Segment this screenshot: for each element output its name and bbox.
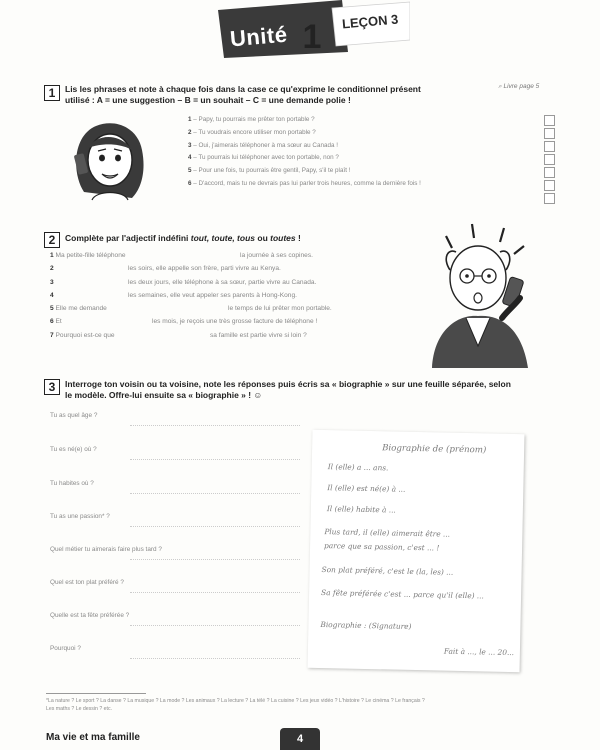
card-line: Son plat préféré, c'est le (la, les) ... bbox=[321, 565, 454, 577]
exercise-number: 1 bbox=[44, 85, 60, 101]
answer-checkbox[interactable] bbox=[544, 128, 555, 139]
instruction-line: Lis les phrases et note à chaque fois dans la case ce qu'exprime le conditionnel présent bbox=[65, 84, 421, 94]
sentence-row: 6 – D'accord, mais tu ne devrais pas lui parler trois heures, comme la dernière fois ! bbox=[188, 179, 421, 187]
footnote-divider bbox=[46, 693, 146, 694]
exercise-1-sentences bbox=[188, 114, 528, 191]
exercise-2-lines bbox=[50, 249, 390, 342]
interview-question: Tu habites où ? bbox=[50, 480, 94, 487]
book-title: Ma vie et ma famille bbox=[46, 732, 140, 743]
exercise-3-number-box bbox=[44, 378, 60, 396]
unite-number: 1 bbox=[302, 18, 322, 56]
interview-question: Tu es né(e) où ? bbox=[50, 446, 97, 453]
fill-blank-line: 4 les semaines, elle veut appeler ses parents à Hong-Kong. bbox=[50, 291, 297, 299]
exercise-number: 3 bbox=[44, 379, 60, 395]
answer-line[interactable] bbox=[130, 658, 300, 659]
interview-question: Tu as une passion* ? bbox=[50, 513, 110, 520]
exercise-1-number-box bbox=[44, 84, 60, 102]
grandpa-with-phone-illustration bbox=[412, 218, 552, 368]
livre-reference bbox=[498, 83, 539, 91]
interview-question: Quel est ton plat préféré ? bbox=[50, 579, 124, 586]
answer-checkbox[interactable] bbox=[544, 141, 555, 152]
fill-blank-line: 3 les deux jours, elle téléphone à sa sœur, partie vivre au Canada. bbox=[50, 278, 317, 286]
interview-question: Pourquoi ? bbox=[50, 645, 81, 652]
card-line: Fait à ..., le ... 20... bbox=[443, 646, 515, 658]
exercise-number: 2 bbox=[44, 232, 60, 248]
fill-blank-line: 6 Et les mois, je reçois une très grosse facture de téléphone ! bbox=[50, 318, 318, 326]
answer-checkbox[interactable] bbox=[544, 193, 555, 204]
card-line: Biographie : (Signature) bbox=[320, 620, 412, 631]
unite-label: Unité bbox=[228, 21, 289, 52]
interview-question: Quelle est ta fête préférée ? bbox=[50, 612, 130, 619]
lecon-label: LEÇON 3 bbox=[341, 11, 399, 32]
card-line: Sa fête préférée c'est ... parce qu'il (elle) ... bbox=[321, 588, 484, 601]
fill-blank-line: 1 Ma petite-fille téléphone la journée à ses copines. bbox=[50, 252, 313, 259]
exercise-3-instruction bbox=[65, 379, 565, 401]
footnote bbox=[46, 697, 566, 713]
sentence-row: 5 – Pour une fois, tu pourrais être gentil, Papy, s'il te plaît ! bbox=[188, 167, 351, 175]
card-title: Biographie de (prénom) bbox=[382, 443, 487, 456]
livre-ref-label: Livre page 5 bbox=[503, 83, 540, 90]
answer-line[interactable] bbox=[130, 559, 300, 560]
footnote-line: *La nature ? Le sport ? La danse ? La musique ? La mode ? Les animaux ? La lecture ? La télé ? La cuisine ? Les jeux vidéo ? L'histoire ? Le cinéma ? Le français ? bbox=[46, 698, 425, 704]
girl-on-phone-illustration bbox=[62, 114, 158, 206]
footnote-line: Les maths ? Le dessin ? etc. bbox=[46, 706, 113, 712]
page-number-tab bbox=[280, 728, 320, 750]
interview-question: Tu as quel âge ? bbox=[50, 412, 98, 419]
exercise-2-number-box bbox=[44, 231, 60, 249]
interview-question: Quel métier tu aimerais faire plus tard ? bbox=[50, 546, 162, 553]
answer-checkbox[interactable] bbox=[544, 180, 555, 191]
card-line: Il (elle) habite à ... bbox=[326, 504, 396, 515]
card-line: Il (elle) est né(e) à ... bbox=[327, 483, 406, 494]
sentence-row: 3 – Oui, j'aimerais téléphoner à ma sœur au Canada ! bbox=[188, 141, 338, 149]
answer-line[interactable] bbox=[130, 625, 300, 626]
fill-blank-line: 5 Elle me demande le temps de lui prêter mon portable. bbox=[50, 305, 332, 313]
sentence-row: 2 – Tu voudrais encore utiliser mon portable ? bbox=[188, 128, 316, 136]
answer-line[interactable] bbox=[130, 493, 300, 494]
instruction-line: utilisé : A = une suggestion – B = un souhait – C = une demande polie ! bbox=[65, 95, 351, 105]
answer-checkbox[interactable] bbox=[544, 167, 555, 178]
biography-card bbox=[308, 430, 525, 672]
answer-line[interactable] bbox=[130, 425, 300, 426]
exercise-2-instruction: Complète par l'adjectif indéfini tout, toute, tous ou toutes ! bbox=[65, 233, 301, 243]
instruction-line: Interroge ton voisin ou ta voisine, note les réponses puis écris sa « biographie » sur une feuille séparée, selon bbox=[65, 379, 511, 389]
fill-blank-line: 7 Pourquoi est-ce que sa famille est partie vivre si loin ? bbox=[50, 331, 307, 339]
fill-blank-line: 2 les soirs, elle appelle son frère, parti vivre au Kenya. bbox=[50, 265, 281, 273]
book-icon: ⌕ bbox=[498, 83, 502, 90]
page-number: 4 bbox=[296, 733, 304, 745]
card-line: Plus tard, il (elle) aimerait être ... bbox=[324, 527, 451, 539]
answer-checkbox[interactable] bbox=[544, 154, 555, 165]
exercise-1-instruction bbox=[65, 84, 485, 106]
answer-line[interactable] bbox=[130, 592, 300, 593]
sentence-row: 4 – Tu pourrais lui téléphoner avec ton portable, non ? bbox=[188, 154, 339, 162]
answer-line[interactable] bbox=[130, 526, 300, 527]
card-line: parce que sa passion, c'est ... ! bbox=[323, 541, 440, 553]
instruction-line: le modèle. Offre-lui ensuite sa « biographie » ! ☺ bbox=[65, 390, 263, 400]
answer-checkbox[interactable] bbox=[544, 115, 555, 126]
sentence-row: 1 – Papy, tu pourrais me prêter ton portable ? bbox=[188, 116, 315, 123]
answer-line[interactable] bbox=[130, 459, 300, 460]
card-line: Il (elle) a ... ans. bbox=[327, 462, 389, 473]
